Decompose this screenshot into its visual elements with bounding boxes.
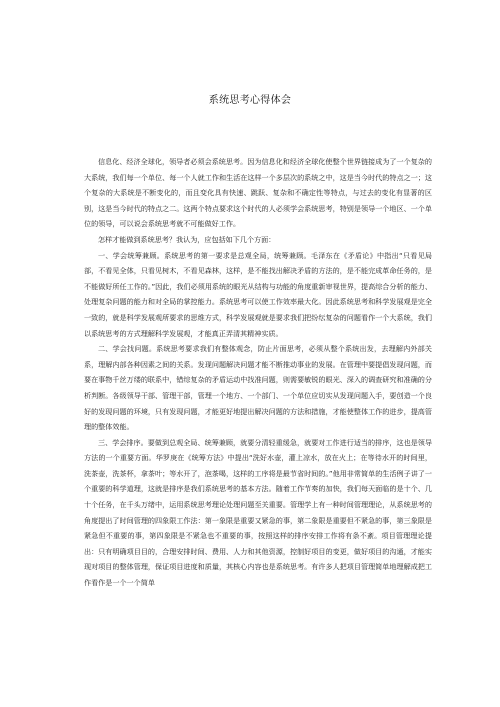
document-title: 系统思考心得体会	[208, 95, 292, 106]
paragraph-intro: 信息化、经济全球化，领导者必须会系统思考。因为信息化和经济全球化使整个世界链接成为了一个复杂的大系统，我们每一个单位、每一个人就工作和生活在这样一个多层次的系统之中，这是当今时代的特点之一；这个复杂的大系统是不断变化的，而且变化具有快速、跳跃、复杂和不确定性等特点，与过去的变化有显著的区别，这是当今时代的特点之二。这两个特点要求这个时代的人必须学会系统思考，特别是领导一个地区、一个单位的领导，可以说会系统思考就不可能做好工作。	[84, 157, 432, 229]
paragraph-point-one: 一、学会统筹兼顾。系统思考的第一要求是总观全局，统筹兼顾。毛泽东在《矛盾论》中指出“只看见局部，不看见全体，只看见树木，不看见森林，这样，是不能找出解决矛盾的方法的，是不能完成革命任务的，是不能做好所任工作的。”因此，我们必须用系统的眼光从结构与功能的角度重新审视世界，提高综合分析的能力、处理复杂问题的能力和对全局的掌控能力。系统思考可以使工作效率最大化。因此系统思考和科学发展观是完全一致的，就是科学发展观所要求的思维方式，科学发展观就是要求我们把纷纭复杂的问题看作一个大系统，我们以系统思考的方式理解科学发展观，才能真正弄清其精神实质。	[84, 250, 432, 338]
paragraph-point-two: 二、学会找问题。系统思考要求我们有整体观念，防止片面思考，必须从整个系统出发，去理解内外部关系，理解内部各种因素之间的关系。发现问题解决问题才能不断推动事业的发展。在管理中要提倡发现问题，而要在事物千丝万缕的联系中，错综复杂的矛盾运动中找准问题，则需要敏锐的眼光、深入的调查研究和准确的分析判断。各级领导干部、管理干部，管理一个地方、一个部门、一个单位应切实从发现问题入手，要创造一个良好的发现问题的环境，只有发现问题，才能更好地提出解决问题的方法和措施，才能使整体工作的进步，提高管理的整体效能。	[84, 344, 432, 432]
paragraph-question: 怎样才能做到系统思考？我认为，应包括如下几个方面：	[98, 234, 276, 244]
paragraph-point-three: 三、学会排序。要做到总观全局、统筹兼顾，就要分清轻重缓急，就要对工作进行适当的排序，这也是领导方法的一个重要方面。华罗庚在《统筹方法》中提出“洗好水壶，灌上凉水，放在火上；在等待水开的时间里，洗茶壶，洗茶杯，拿茶叶；等水开了，泡茶喝，这样的工序将是最节省时间的。”他用非常简单的生活例子讲了一个重要的科学道理，这就是排序是我们系统思考的基本方法。随着工作节奏的加快，我们每天面临的是十个、几十个任务，在千头万绪中，运用系统思考理论处理问题至关重要。管理学上有一种时间管理理论，从系统思考的角度提出了时间管理的四象限工作法：第一象限是重要又紧急的事，第二象限是重要但不紧急的事，第三象限是紧急但不重要的事，第四象限是不紧急也不重要的事，按照这样的排序安排工作将有条不紊。项目管理理论提出：只有明确项目目的，合理安排时间、费用、人力和其他资源，控制好项目的变更，做好项目的沟通，才能实现对项目的整体管理，保证项目进度和质量，其核心内容也是系统思考。有许多人把项目管理简单地理解成把工作看作是一个一个简单	[84, 437, 432, 588]
document-body	[84, 154, 432, 591]
